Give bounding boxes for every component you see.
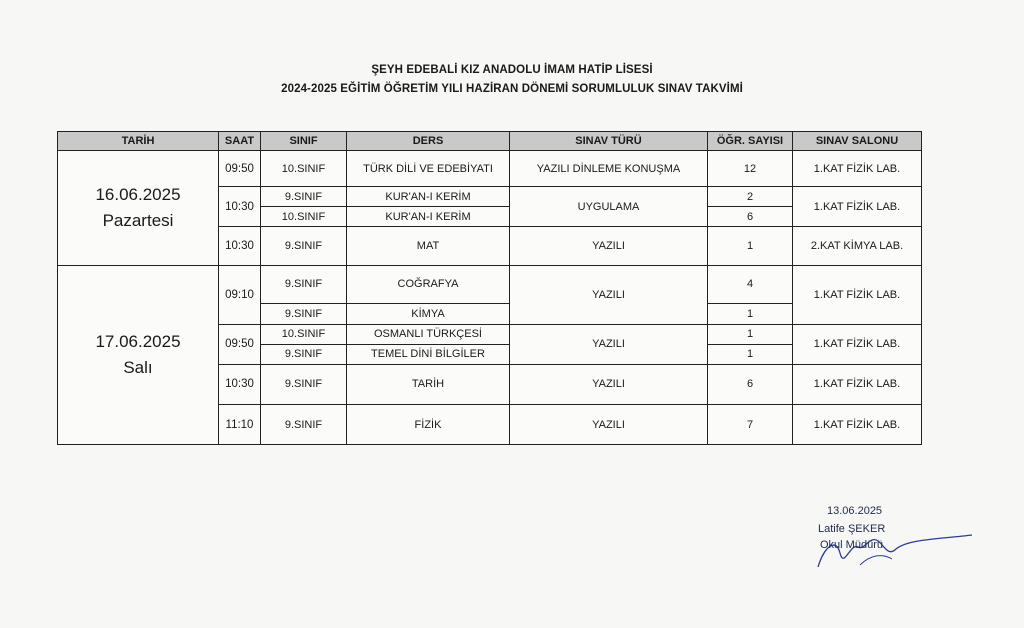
time-cell: 09:50	[219, 325, 261, 365]
exam-weekday: Salı	[123, 357, 153, 377]
student-count-cell: 2	[708, 187, 793, 207]
time-cell: 09:10	[219, 265, 261, 324]
exam-type-cell: YAZILI	[510, 265, 708, 324]
exam-schedule-table	[57, 131, 922, 445]
table-header-row	[58, 132, 922, 151]
date-cell-day1	[58, 151, 219, 266]
school-name: ŞEYH EDEBALİ KIZ ANADOLU İMAM HATİP LİSESİ	[371, 64, 653, 76]
exam-type-cell: UYGULAMA	[510, 187, 708, 227]
class-cell: 9.SINIF	[261, 344, 347, 364]
class-cell: 9.SINIF	[261, 227, 347, 266]
signer-name: Latife ŞEKER	[818, 523, 886, 535]
exam-room-cell: 1.KAT FİZİK LAB.	[793, 151, 922, 187]
course-cell: TÜRK DİLİ VE EDEBİYATI	[347, 151, 510, 187]
exam-type-cell: YAZILI	[510, 405, 708, 445]
class-cell: 9.SINIF	[261, 265, 347, 304]
course-cell: TARİH	[347, 364, 510, 405]
signature-date: 13.06.2025	[827, 505, 883, 517]
student-count-cell: 6	[708, 364, 793, 405]
student-count-cell: 1	[708, 304, 793, 325]
course-cell: KUR'AN-I KERİM	[347, 187, 510, 207]
column-header-sinif: SINIF	[261, 132, 347, 151]
student-count-cell: 6	[708, 207, 793, 227]
exam-type-cell: YAZILI DİNLEME KONUŞMA	[510, 151, 708, 187]
exam-date: 16.06.2025	[95, 184, 181, 204]
course-cell: KİMYA	[347, 304, 510, 325]
course-cell: TEMEL DİNİ BİLGİLER	[347, 344, 510, 364]
course-cell: COĞRAFYA	[347, 265, 510, 304]
time-cell: 10:30	[219, 227, 261, 266]
student-count-cell: 4	[708, 265, 793, 304]
class-cell: 9.SINIF	[261, 304, 347, 325]
column-header-ders: DERS	[347, 132, 510, 151]
exam-type-cell: YAZILI	[510, 364, 708, 405]
exam-type-cell: YAZILI	[510, 227, 708, 266]
class-cell: 9.SINIF	[261, 187, 347, 207]
course-cell: FİZİK	[347, 405, 510, 445]
date-cell-day2	[58, 265, 219, 444]
student-count-cell: 1	[708, 344, 793, 364]
exam-room-cell: 1.KAT FİZİK LAB.	[793, 364, 922, 405]
class-cell: 10.SINIF	[261, 325, 347, 345]
signer-title: Okul Müdürü	[820, 539, 883, 551]
exam-room-cell: 1.KAT FİZİK LAB.	[793, 325, 922, 365]
table-row	[58, 151, 922, 187]
time-cell: 11:10	[219, 405, 261, 445]
student-count-cell: 12	[708, 151, 793, 187]
student-count-cell: 1	[708, 325, 793, 345]
exam-type-cell: YAZILI	[510, 325, 708, 365]
class-cell: 9.SINIF	[261, 364, 347, 405]
signature-block	[800, 495, 980, 585]
exam-room-cell: 1.KAT FİZİK LAB.	[793, 405, 922, 445]
course-cell: OSMANLI TÜRKÇESİ	[347, 325, 510, 345]
class-cell: 10.SINIF	[261, 151, 347, 187]
column-header-ogr-sayisi: ÖĞR. SAYISI	[708, 132, 793, 151]
column-header-tarih: TARİH	[58, 132, 219, 151]
exam-room-cell: 2.KAT KİMYA LAB.	[793, 227, 922, 266]
column-header-sinav-salonu: SINAV SALONU	[793, 132, 922, 151]
class-cell: 10.SINIF	[261, 207, 347, 227]
column-header-saat: SAAT	[219, 132, 261, 151]
time-cell: 09:50	[219, 151, 261, 187]
exam-room-cell: 1.KAT FİZİK LAB.	[793, 187, 922, 227]
exam-date: 17.06.2025	[95, 331, 181, 351]
time-cell: 10:30	[219, 364, 261, 405]
exam-weekday: Pazartesi	[102, 210, 174, 230]
time-cell: 10:30	[219, 187, 261, 227]
course-cell: KUR'AN-I KERİM	[347, 207, 510, 227]
document-title: 2024-2025 EĞİTİM ÖĞRETİM YILI HAZİRAN DÖNEMİ SORUMLULUK SINAV TAKVİMİ	[281, 83, 743, 95]
student-count-cell: 1	[708, 227, 793, 266]
table-row	[58, 265, 922, 304]
student-count-cell: 7	[708, 405, 793, 445]
course-cell: MAT	[347, 227, 510, 266]
exam-room-cell: 1.KAT FİZİK LAB.	[793, 265, 922, 324]
class-cell: 9.SINIF	[261, 405, 347, 445]
column-header-sinav-turu: SINAV TÜRÜ	[510, 132, 708, 151]
